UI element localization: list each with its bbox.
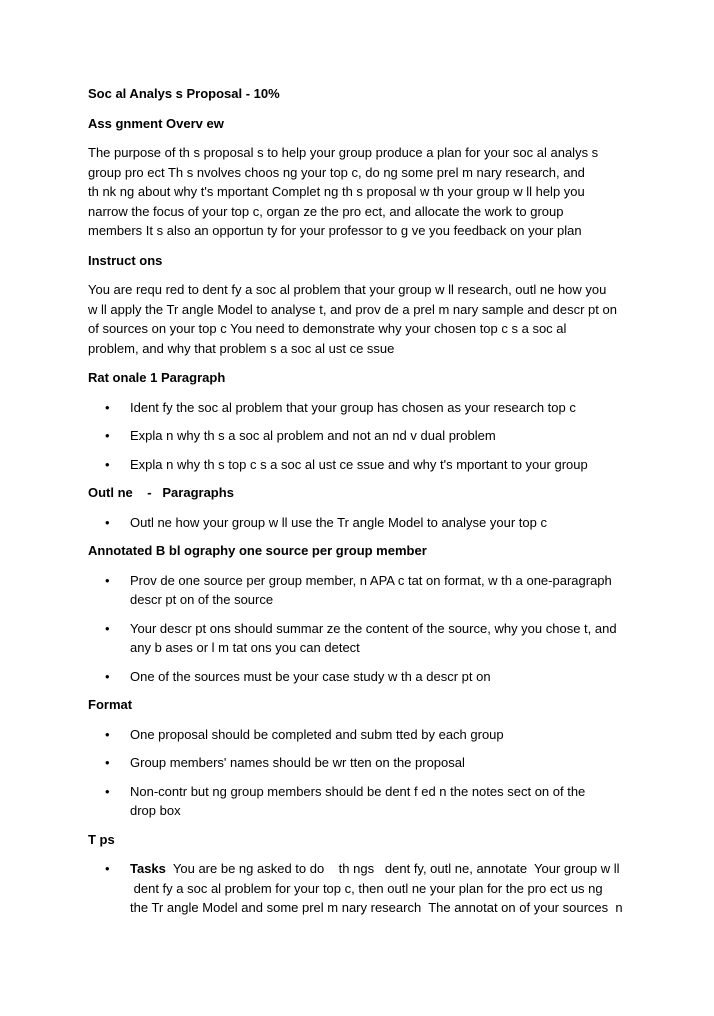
bullet-icon: • [105, 456, 110, 472]
tips-bold-label: Tasks [130, 861, 166, 876]
list-item: • One proposal should be completed and subm tted by each group [88, 725, 648, 745]
bullet-icon: • [105, 668, 110, 684]
bullet-icon: • [105, 783, 110, 799]
list-item: • Outl ne how your group w ll use the Tr angle Model to analyse your top c [88, 513, 648, 533]
bullet-icon: • [105, 726, 110, 742]
format-list [88, 725, 648, 821]
rationale-heading: Rat onale 1 Paragraph [88, 370, 226, 385]
format-heading: Format [88, 697, 133, 712]
instructions-line: problem, and why that problem s a soc al ust ce ssue [88, 340, 395, 356]
bullet-icon: • [105, 861, 110, 876]
list-item: • Expla n why th s top c s a soc al ust ce ssue and why t's mportant to your group [88, 455, 648, 475]
tips-list [88, 859, 648, 918]
overview-heading: Ass gnment Overv ew [88, 115, 224, 131]
instructions-line: w ll apply the Tr angle Model to analyse t, and prov de a prel m nary sample and descr pt on [88, 301, 617, 317]
instructions-heading: Instruct ons [88, 252, 163, 268]
bullet-icon: • [105, 755, 110, 770]
list-item: • Prov de one source per group member, n APA c tat on format, w th a one-paragraph descr pt on of the source [105, 572, 612, 607]
bullet-icon: • [105, 514, 110, 530]
document-page [88, 84, 648, 927]
list-item: • Expla n why th s a soc al problem and not an nd v dual problem [88, 426, 648, 446]
overview-line: th nk ng about why t's mportant Complet ng th s proposal w th your group w ll help you [88, 184, 585, 199]
list-item: • One of the sources must be your case study w th a descr pt on [88, 667, 648, 687]
tips-heading: T ps [88, 831, 115, 847]
outline-heading: Outl ne - Paragraphs [88, 485, 234, 500]
bibliography-heading: Annotated B bl ography one source per group member [88, 543, 427, 558]
instructions-line: of sources on your top c You need to demonstrate why your chosen top c s a soc al [88, 321, 567, 336]
list-item: • Tasks You are be ng asked to do th ngs dent fy, outl ne, annotate Your group w ll dent fy a soc al problem for your top c, then outl ne your plan for the pro ect us ng the Tr angle Model and some prel m nary research The annotat on of your sources n [105, 861, 623, 915]
list-item: • Ident fy the soc al problem that your group has chosen as your research top c [88, 398, 648, 418]
list-item: • Group members' names should be wr tten on the proposal [88, 753, 648, 773]
overview-line: group pro ect Th s nvolves choos ng your top c, do ng some prel m nary research, and [88, 164, 585, 180]
bullet-icon: • [105, 620, 110, 636]
document-title: Soc al Analys s Proposal - 10% [88, 86, 280, 101]
outline-list [88, 513, 648, 533]
rationale-list [88, 398, 648, 475]
overview-paragraph [88, 143, 648, 241]
list-item: • Non-contr but ng group members should be dent f ed n the notes sect on of the drop box [105, 783, 586, 818]
instructions-line: You are requ red to dent fy a soc al problem that your group w ll research, outl ne how you [88, 282, 607, 297]
bullet-icon: • [105, 399, 110, 415]
instructions-paragraph [88, 280, 648, 358]
list-item: • Your descr pt ons should summar ze the content of the source, why you chose t, and any b ases or l m tat ons you can detect [105, 620, 617, 655]
bibliography-list [88, 571, 648, 687]
bullet-icon: • [105, 572, 110, 588]
bullet-icon: • [105, 428, 110, 443]
overview-line: narrow the focus of your top c, organ ze the pro ect, and allocate the work to group [88, 203, 564, 219]
overview-line: The purpose of th s proposal s to help your group produce a plan for your soc al analys s [88, 145, 599, 160]
overview-line: members It s also an opportun ty for your professor to g ve you feedback on your plan [88, 223, 582, 238]
